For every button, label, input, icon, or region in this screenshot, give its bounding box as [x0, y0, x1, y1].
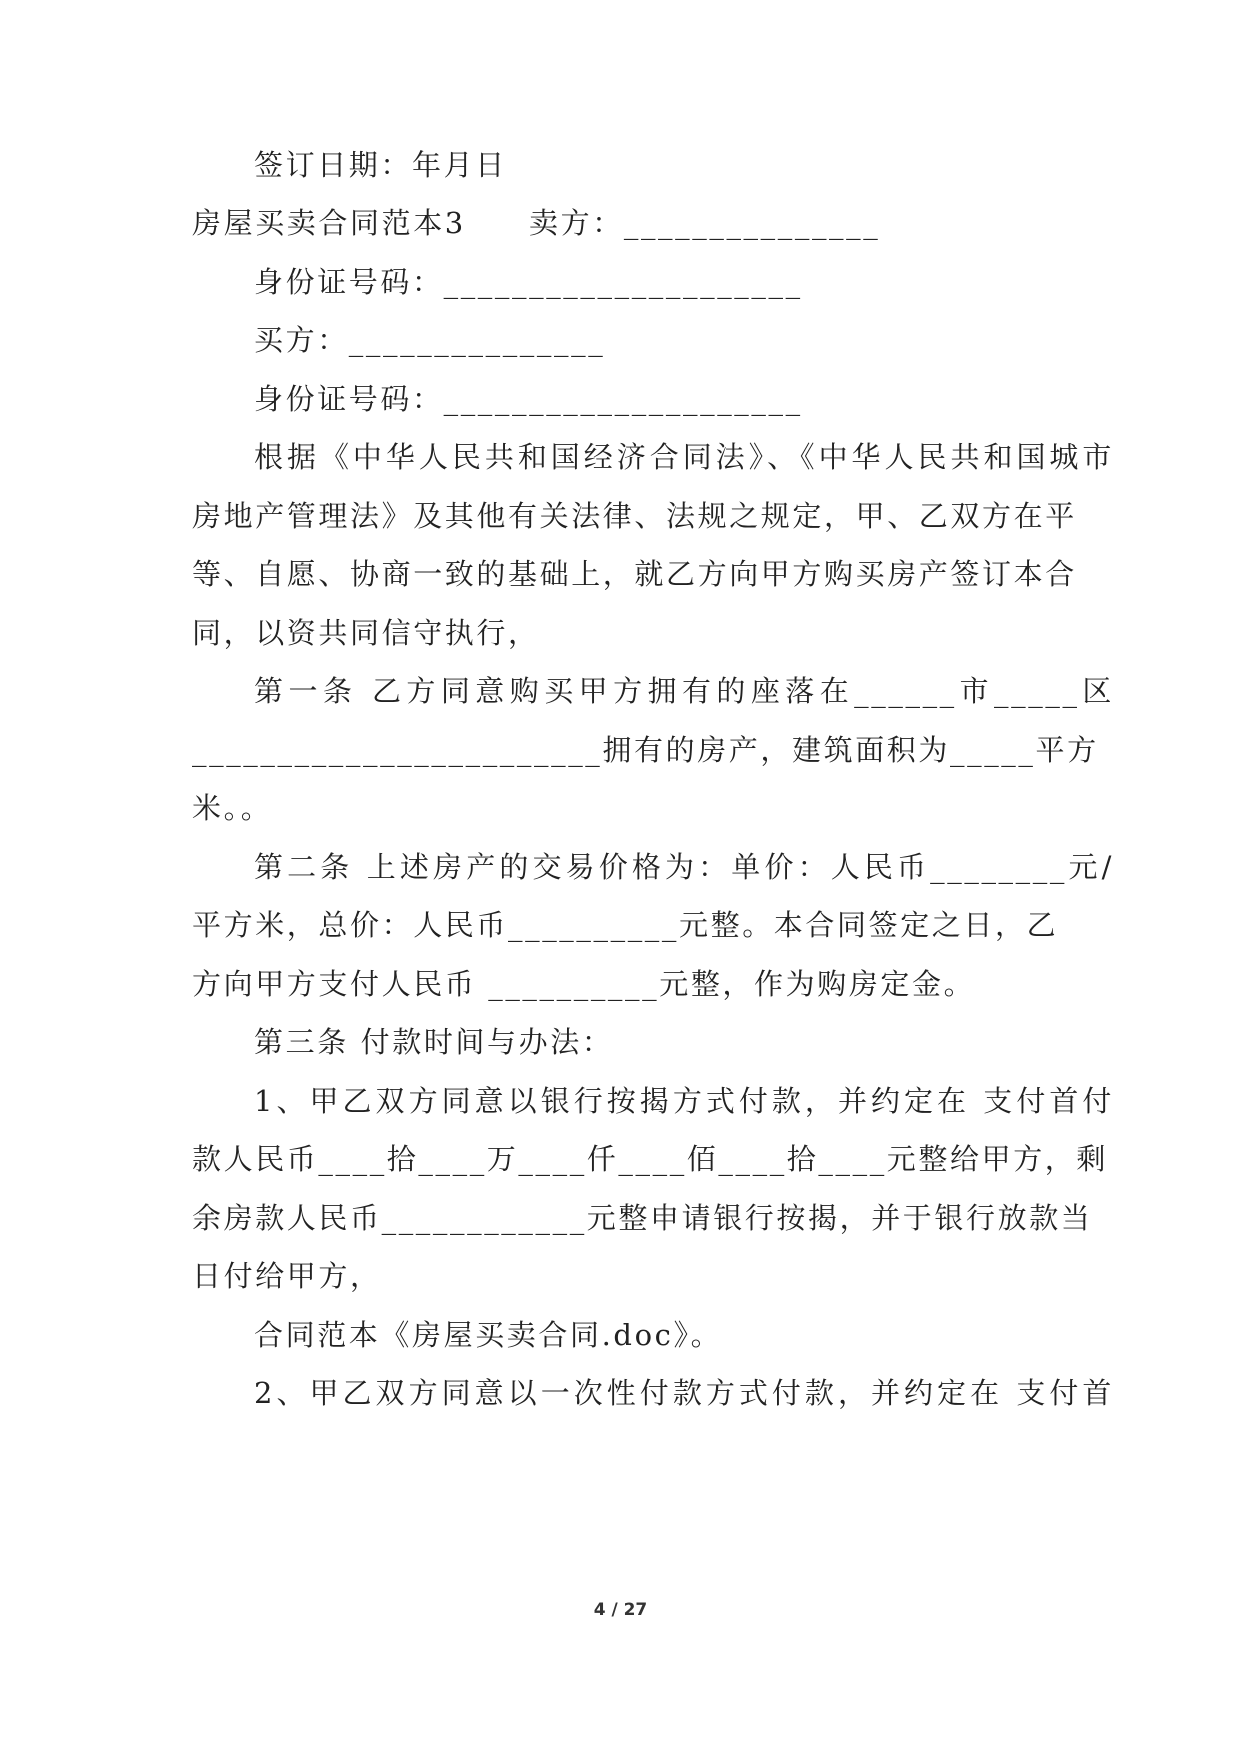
payment-clause-line: 款人民币____拾____万____仟____佰____拾____元整给甲方，剩 [192, 1142, 1109, 1176]
payment-clause-line: 日付给甲方， [192, 1259, 382, 1293]
signing-date-line: 签订日期：年月日 [254, 148, 507, 182]
preamble-line: 等、自愿、协商一致的基础上，就乙方向甲方购买房产签订本合 [192, 557, 1077, 591]
article-one-line: 第一条 乙方同意购买甲方拥有的座落在______市_____区 [254, 674, 1114, 708]
page-number: 4 / 27 [593, 1600, 648, 1620]
article-two-line: 平方米，总价：人民币__________元整。本合同签定之日，乙 [192, 908, 1059, 942]
preamble-line: 房地产管理法》及其他有关法律、法规之规定，甲、乙双方在平 [192, 499, 1077, 533]
payment-clause-line: 余房款人民币____________元整申请银行按揭，并于银行放款当 [192, 1201, 1093, 1235]
buyer-line: 买方：_______________ [254, 323, 606, 357]
template-note-line: 合同范本《房屋买卖合同.doc》。 [254, 1318, 723, 1352]
article-one-line: 米。。 [192, 791, 273, 825]
article-two-line: 第二条 上述房产的交易价格为：单价：人民币________元/ [254, 850, 1114, 884]
buyer-id-line: 身份证号码：_____________________ [254, 382, 803, 416]
preamble-line: 根据《中华人民共和国经济合同法》、《中华人民共和国城市 [254, 440, 1114, 474]
article-one-line: ________________________拥有的房产，建筑面积为_____平方 [192, 733, 1099, 767]
article-two-line: 方向甲方支付人民币 __________元整，作为购房定金。 [192, 967, 976, 1001]
article-three-heading: 第三条 付款时间与办法： [254, 1025, 614, 1059]
seller-id-line: 身份证号码：_____________________ [254, 265, 803, 299]
payment-clause-line: 1、甲乙双方同意以银行按揭方式付款，并约定在 支付首付 [254, 1084, 1114, 1118]
payment-clause-two-line: 2、甲乙双方同意以一次性付款方式付款，并约定在 支付首 [254, 1376, 1114, 1410]
contract-title-seller-line: 房屋买卖合同范本3 卖方：_______________ [192, 206, 881, 240]
preamble-line: 同，以资共同信守执行， [192, 616, 540, 650]
